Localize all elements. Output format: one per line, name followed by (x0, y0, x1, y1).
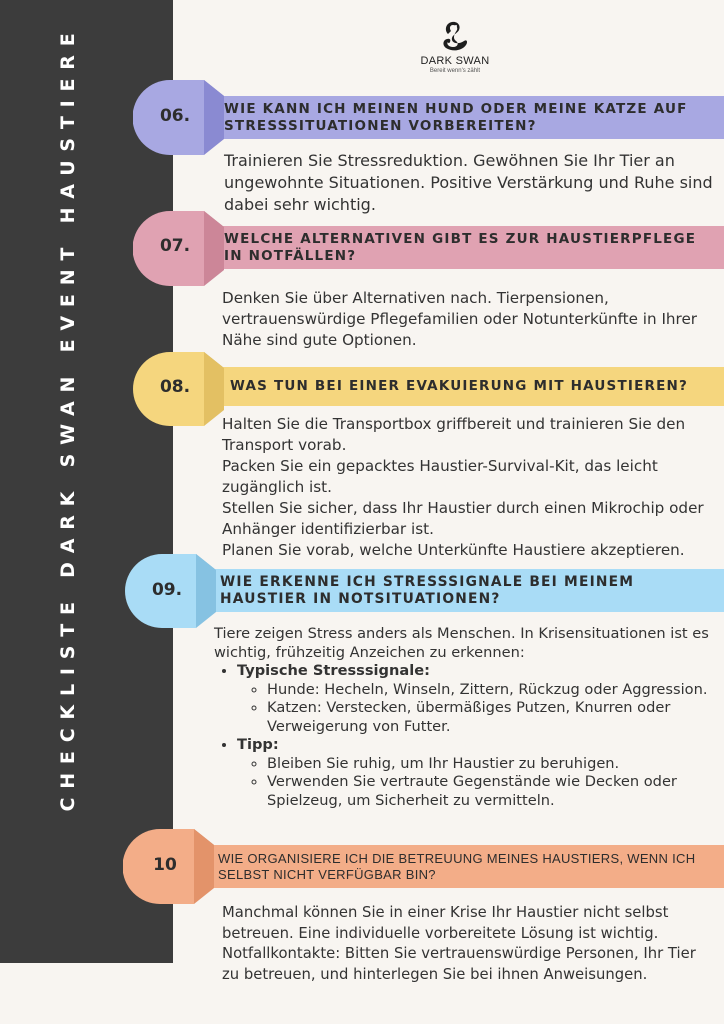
answer-text (222, 414, 722, 561)
question-text: WIE ERKENNE ICH STRESSSIGNALE BEI MEINEM HAUSTIER IN NOTSITUATIONEN? (220, 573, 635, 607)
logo-tagline: Bereit wenn's zählt (429, 68, 481, 74)
sub-list (237, 681, 709, 737)
section-number: 08. (159, 377, 191, 397)
answer-text (214, 625, 709, 810)
group-label: Tipp: (237, 736, 279, 753)
answer-paragraph: Trainieren Sie Stressreduktion. Gewöhnen Sie Ihr Tier an ungewohnte Situationen. Positive Verstärkung und Ruhe sind dabei sehr wichtig. (224, 151, 713, 214)
answer-paragraph: Planen Sie vorab, welche Unterkünfte Haustiere akzeptieren. (222, 541, 685, 559)
answer-text (224, 150, 714, 216)
question-text: WIE ORGANISIERE ICH DIE BETREUUNG MEINES HAUSTIERS, WENN ICH SELBST NICHT VERFÜGBAR BIN? (218, 850, 696, 882)
question-banner (204, 96, 724, 139)
section-number: 10 (153, 855, 177, 875)
answer-text (222, 288, 717, 351)
swan-icon (440, 20, 470, 54)
group-label: Typische Stresssignale: (237, 662, 430, 679)
list-item: ◦ Verwenden Sie vertraute Gegenstände wie Decken oder Spielzeug, um Sicherheit zu vermitteln. (267, 773, 709, 810)
answer-text (222, 903, 712, 985)
list-item: ◦ Hunde: Hecheln, Winseln, Zittern, Rückzug oder Aggression. (267, 681, 709, 700)
question-banner (204, 367, 724, 406)
answer-paragraph: Denken Sie über Alternativen nach. Tierpensionen, vertrauenswürdige Pflegefamilien oder Notunterkünfte in Ihrer Nähe sind gute Optionen. (222, 289, 698, 349)
intro-paragraph: Tiere zeigen Stress anders als Menschen. In Krisensituationen ist es wichtig, frühzeitig Anzeichen zu erkennen: (214, 625, 709, 661)
logo-name: DARK SWAN (420, 55, 490, 67)
question-banner (196, 569, 724, 612)
sidebar-title: CHECKLISTE DARK SWAN EVENT HAUSTIERE (57, 24, 79, 812)
answer-paragraph: Notfallkontakte: Bitten Sie vertrauenswürdige Personen, Ihr Tier zu betreuen, und hinterlegen Sie bei ihnen Anweisungen. (222, 945, 696, 983)
answer-paragraph: Manchmal können Sie in einer Krise Ihr Haustier nicht selbst betreuen. Eine individuelle vorbereitete Lösung ist wichtig. (222, 904, 669, 942)
question-banner (194, 845, 724, 888)
section-number: 07. (159, 236, 191, 256)
answer-paragraph: Stellen Sie sicher, dass Ihr Haustier durch einen Mikrochip oder Anhänger identifizierbar ist. (222, 499, 704, 538)
list-item: ◦ Katzen: Verstecken, übermäßiges Putzen, Knurren oder Verweigerung von Futter. (267, 699, 709, 736)
answer-paragraph: Halten Sie die Transportbox griffbereit und trainieren Sie den Transport vorab. (222, 415, 686, 454)
question-text: WAS TUN BEI EINER EVAKUIERUNG MIT HAUSTIEREN? (230, 378, 689, 394)
question-banner (204, 226, 724, 269)
section-number: 06. (159, 106, 191, 126)
list-item (237, 662, 709, 736)
sub-list (237, 755, 709, 811)
answer-paragraph: Packen Sie ein gepacktes Haustier-Survival-Kit, das leicht zugänglich ist. (222, 457, 658, 496)
list-item: ◦ Bleiben Sie ruhig, um Ihr Haustier zu beruhigen. (267, 755, 709, 774)
dark-swan-logo (412, 20, 498, 74)
question-text: WELCHE ALTERNATIVEN GIBT ES ZUR HAUSTIERPFLEGE IN NOTFÄLLEN? (224, 230, 697, 264)
section-number: 09. (151, 580, 183, 600)
question-text: WIE KANN ICH MEINEN HUND ODER MEINE KATZE AUF STRESSSITUATIONEN VORBEREITEN? (224, 100, 688, 134)
list-item (237, 736, 709, 810)
signal-list (214, 662, 709, 810)
